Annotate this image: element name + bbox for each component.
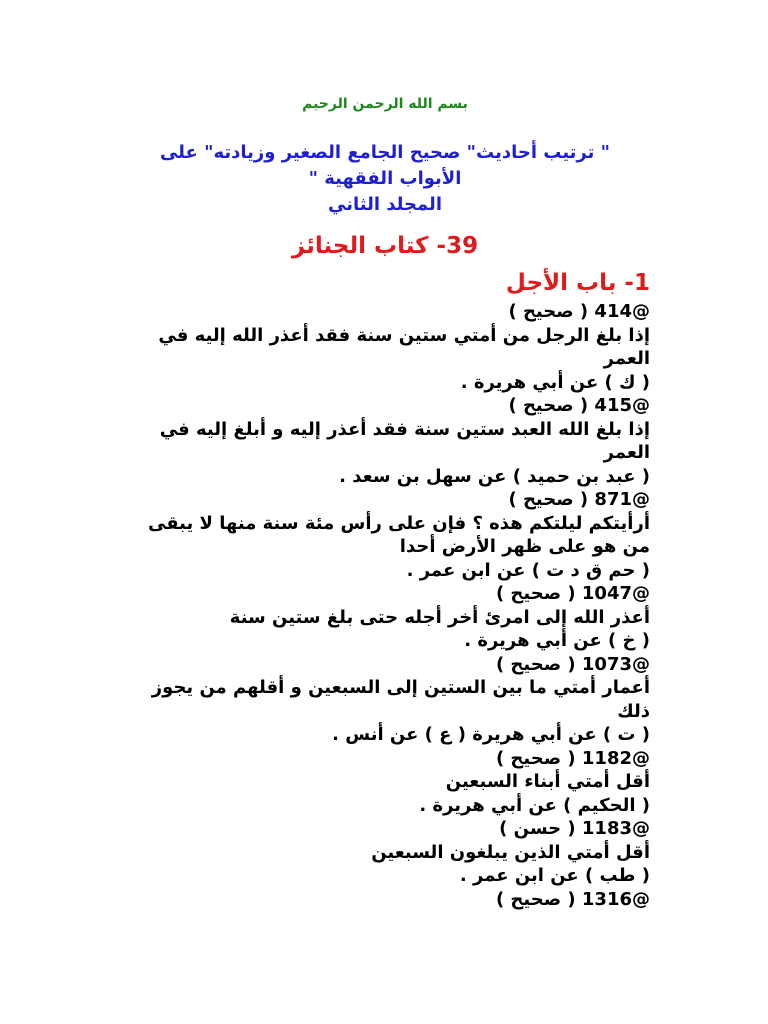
hadith-source: ( حم ق د ت ) عن ابن عمر . bbox=[406, 559, 650, 581]
hadith-source: ( عبد بن حميد ) عن سهل بن سعد . bbox=[339, 465, 650, 487]
book-title bbox=[120, 140, 650, 218]
hadith-entry bbox=[120, 817, 650, 888]
hadith-text: إذا بلغ الله العبد ستين سنة فقد أعذر إليه و أبلغ إليه في العمر bbox=[159, 418, 650, 463]
hadith-number: @414 ( صحيح ) bbox=[508, 301, 650, 322]
hadith-number: @1073 ( صحيح ) bbox=[495, 653, 650, 675]
hadith-text: أعذر الله إلى امرئ أخر أجله حتى بلغ ستين سنة bbox=[229, 606, 650, 628]
hadith-entry bbox=[120, 488, 650, 582]
hadith-source: ( الحكيم ) عن أبي هريرة . bbox=[419, 794, 650, 816]
hadith-number: @1182 ( صحيح ) bbox=[495, 747, 650, 769]
hadith-number: @1047 ( صحيح ) bbox=[495, 583, 650, 604]
hadith-list bbox=[120, 300, 650, 911]
hadith-source: ( ك ) عن أبي هريرة . bbox=[460, 371, 650, 393]
hadith-entry bbox=[120, 747, 650, 818]
hadith-text: أرأيتكم ليلتكم هذه ؟ فإن على رأس مئة سنة منها لا يبقى من هو على ظهر الأرض أحدا bbox=[148, 512, 650, 557]
volume-title: المجلد الثاني bbox=[328, 194, 442, 215]
hadith-text: أعمار أمتي ما بين الستين إلى السبعين و أقلهم من يجوز ذلك bbox=[151, 677, 650, 722]
hadith-source: ( ت ) عن أبي هريرة ( ع ) عن أنس . bbox=[332, 724, 650, 745]
hadith-source: ( طب ) عن ابن عمر . bbox=[459, 865, 650, 886]
hadith-number: @1183 ( حسن ) bbox=[499, 818, 650, 839]
document-page bbox=[120, 92, 650, 911]
hadith-text: أقل أمتي الذين يبلغون السبعين bbox=[371, 841, 650, 863]
hadith-entry bbox=[120, 888, 650, 912]
hadith-number: @415 ( صحيح ) bbox=[508, 395, 650, 416]
hadith-source: ( خ ) عن أبي هريرة . bbox=[464, 630, 650, 651]
hadith-entry bbox=[120, 653, 650, 747]
hadith-text: أقل أمتي أبناء السبعين bbox=[445, 771, 650, 792]
hadith-number: @871 ( صحيح ) bbox=[508, 489, 650, 510]
chapter-heading: 39- كتاب الجنائز bbox=[291, 233, 479, 259]
section-heading: 1- باب الأجل bbox=[505, 270, 650, 296]
book-title-line-1: " ترتيب أحاديث" صحيح الجامع الصغير وزيادته" على bbox=[159, 142, 611, 163]
basmala: بسم الله الرحمن الرحيم bbox=[302, 96, 468, 112]
hadith-number: @1316 ( صحيح ) bbox=[495, 888, 650, 910]
book-title-line-2: الأبواب الفقهية " bbox=[308, 168, 462, 189]
hadith-text: إذا بلغ الرجل من أمتي ستين سنة فقد أعذر الله إليه في العمر bbox=[158, 324, 650, 369]
hadith-entry bbox=[120, 582, 650, 653]
hadith-entry bbox=[120, 300, 650, 394]
hadith-entry bbox=[120, 394, 650, 488]
